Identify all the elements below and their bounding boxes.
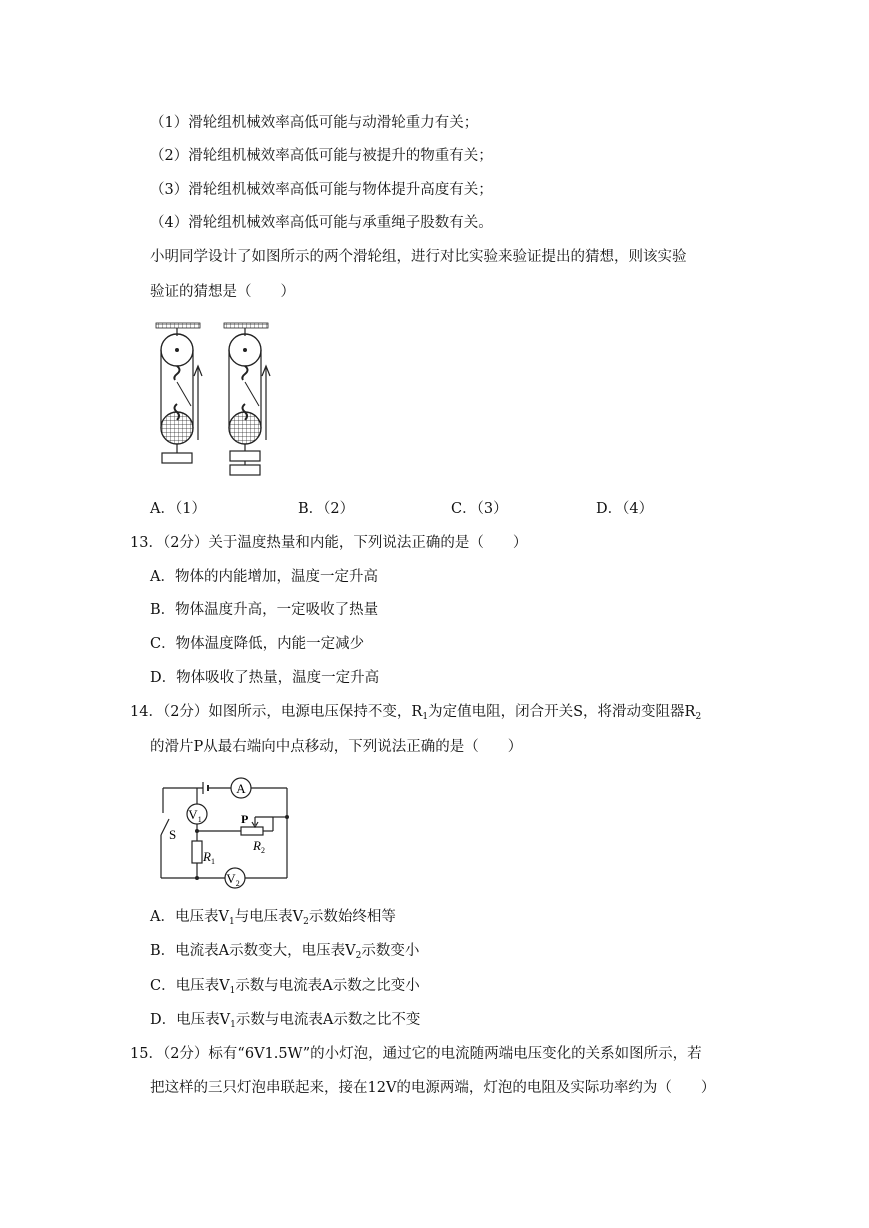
r1-subscript: 1 [210,857,215,866]
voltmeter-v1-icon [187,804,207,824]
slider-label: P [241,812,249,826]
q13-option-d[interactable]: D．物体吸收了热量，温度一定升高 [150,670,380,686]
q14-option-a-post: 示数始终相等 [308,909,396,925]
q14-option-d[interactable] [150,1010,420,1030]
q14-option-b-pre: B．电流表A示数变大，电压表V [150,943,356,959]
r2-subscript: 2 [260,846,265,855]
hypothesis-3: （3）滑轮组机械效率高低可能与物体提升高度有关； [150,182,493,198]
q14-option-c-pre: C．电压表V [150,978,230,994]
switch-blade [161,819,169,835]
pulley-system-right [224,323,270,475]
pulley-figure [150,320,270,480]
q14-option-c-post: 示数与电流表A示数之比变小 [235,978,420,994]
q15-stem-line2: 把这样的三只灯泡串联起来，接在12V的电源两端，灯泡的电阻及实际功率约为（ ） [150,1080,716,1096]
q14-option-d-pre: D．电压表V [150,1012,231,1028]
v1-label: V [188,807,198,822]
hypothesis-2: （2）滑轮组机械效率高低可能与被提升的物重有关； [150,148,493,164]
q14-stem-line1 [130,702,701,722]
v2-label: V [226,871,236,886]
ammeter-icon [231,778,251,798]
svg-text:R2 [252,838,265,855]
q13-option-c[interactable]: C．物体温度降低，内能一定减少 [150,636,365,652]
q14-option-a-sub1: 1 [228,917,235,927]
v1-subscript: 1 [197,815,202,824]
svg-text:R1 [202,849,215,866]
q14-option-a[interactable] [150,907,396,927]
hypothesis-1: （1）滑轮组机械效率高低可能与动滑轮重力有关； [150,115,479,131]
q12-option-b[interactable]: B．（2） [298,501,355,517]
r1-label: R [203,849,211,864]
q12-option-a[interactable]: A．（1） [150,501,206,517]
q14-option-d-sub1: 1 [230,1020,236,1030]
pulley-system-left [156,323,202,463]
battery-icon [203,782,208,794]
q14-stem-line2: 的滑片P从最右端向中点移动，下列说法正确的是（ ） [150,739,523,755]
q13-stem: 13．（2分）关于温度热量和内能，下列说法正确的是（ ） [130,535,528,551]
q12-stem-line2: 验证的猜想是（ ） [150,284,295,300]
q12-stem-line1: 小明同学设计了如图所示的两个滑轮组，进行对比实验来验证提出的猜想，则该实验 [150,249,687,265]
q13-option-a[interactable]: A．物体的内能增加，温度一定升高 [150,569,378,585]
q13-option-b[interactable]: B．物体温度升高，一定吸收了热量 [150,602,379,618]
q14-option-a-pre: A．电压表V [150,909,229,925]
q12-option-c[interactable]: C．（3） [451,501,508,517]
q14-r1-subscript: 1 [422,712,429,722]
q14-option-a-sub2: 2 [303,917,309,927]
q14-stem-part-b: 为定值电阻，闭合开关S，将滑动变阻器R [428,704,696,720]
resistor-r1 [192,841,202,863]
switch-label: S [169,827,177,842]
circuit-figure [155,775,295,890]
ammeter-label: A [236,781,246,796]
q12-option-d[interactable]: D．（4） [596,501,654,517]
q14-option-d-post: 示数与电流表A示数之比不变 [235,1012,421,1028]
q14-stem-part-a: 14．（2分）如图所示，电源电压保持不变，R [130,704,423,720]
q15-stem-line1: 15．（2分）标有“6V1.5W”的小灯泡，通过它的电流随两端电压变化的关系如图所示，若 [130,1046,702,1062]
q12-options [150,499,710,519]
q14-option-b[interactable] [150,941,419,961]
q14-option-c[interactable] [150,976,420,996]
r2-label: R [253,838,261,853]
q14-option-b-sub1: 2 [355,951,362,961]
q14-option-c-sub1: 1 [229,986,236,996]
hypothesis-4: （4）滑轮组机械效率高低可能与承重绳子股数有关。 [150,215,493,231]
v2-subscript: 2 [235,879,240,888]
q14-r2-subscript: 2 [695,712,702,722]
voltmeter-v2-icon [225,868,245,888]
q14-option-b-post: 示数变小 [361,943,420,959]
q14-option-a-mid: 与电压表V [234,909,304,925]
